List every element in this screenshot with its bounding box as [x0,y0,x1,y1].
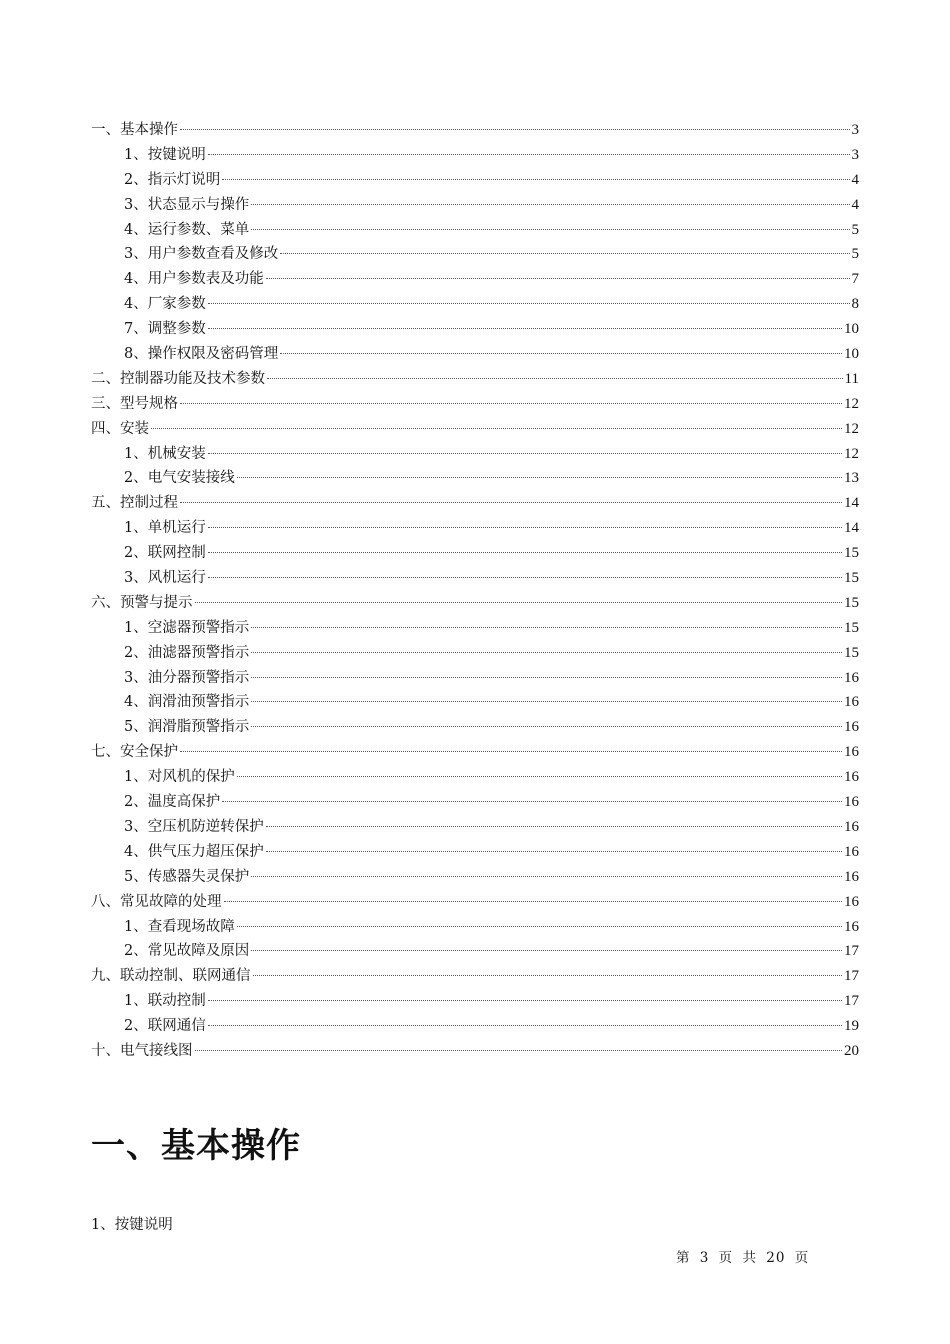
toc-entry-page-number: 3 [851,122,859,138]
toc-entry-title: 九、联动控制、联网通信 [91,968,251,985]
toc-entry[interactable] [91,392,859,417]
toc-entry-title: 一、基本操作 [91,122,178,138]
toc-entry-page-number: 16 [844,744,859,761]
toc-entry-title: 七、安全保护 [91,744,178,761]
toc-entry-page-number: 12 [844,395,859,412]
toc-dot-leader [251,726,842,727]
toc-entry-page-number: 17 [844,993,859,1010]
toc-entry-title: 3、风机运行 [124,570,206,587]
toc-entry-page-number: 5 [851,246,859,263]
toc-entry[interactable] [91,442,859,467]
toc-dot-leader [237,776,842,777]
toc-entry-title: 四、安装 [91,420,149,437]
toc-entry-title: 5、传感器失灵保护 [124,868,250,885]
toc-entry[interactable] [91,541,859,566]
toc-entry-page-number: 15 [844,644,859,661]
toc-entry-title: 2、温度高保护 [124,794,221,811]
toc-dot-leader [208,1000,842,1001]
toc-entry-title: 3、油分器预警指示 [124,669,250,686]
toc-dot-leader [237,477,842,478]
toc-entry-page-number: 17 [844,968,859,985]
toc-entry[interactable] [91,118,859,143]
toc-dot-leader [222,801,842,802]
toc-entry[interactable] [91,690,859,715]
toc-entry[interactable] [91,840,859,865]
subsection-heading: 1、按键说明 [91,1217,173,1233]
toc-dot-leader [208,154,850,155]
toc-dot-leader [208,328,842,329]
toc-entry[interactable] [91,989,859,1014]
toc-entry-page-number: 4 [851,196,859,213]
toc-entry-page-number: 5 [851,221,859,238]
toc-dot-leader [267,378,843,379]
toc-entry[interactable] [91,466,859,491]
toc-entry-page-number: 16 [844,669,859,686]
toc-entry-page-number: 16 [844,794,859,811]
toc-dot-leader [208,527,842,528]
toc-entry-title: 1、机械安装 [124,445,206,462]
toc-entry-title: 4、用户参数表及功能 [124,271,264,288]
toc-entry-page-number: 15 [844,545,859,562]
toc-entry-page-number: 16 [844,719,859,736]
toc-dot-leader [195,602,843,603]
toc-dot-leader [151,428,842,429]
toc-entry-page-number: 8 [851,296,859,313]
toc-entry-page-number: 14 [844,520,859,537]
toc-entry-title: 7、调整参数 [124,321,206,338]
toc-entry[interactable] [91,865,859,890]
toc-entry-title: 2、联网控制 [124,545,206,562]
toc-entry[interactable] [91,516,859,541]
toc-entry[interactable] [91,1039,859,1064]
toc-entry[interactable] [91,915,859,940]
toc-entry[interactable] [91,939,859,964]
toc-entry-title: 3、状态显示与操作 [124,196,250,213]
toc-dot-leader [266,826,842,827]
toc-entry-page-number: 7 [851,271,859,288]
toc-entry-page-number: 20 [844,1042,859,1059]
toc-entry-page-number: 3 [851,146,859,163]
table-of-contents [91,118,859,1064]
toc-entry-page-number: 12 [844,420,859,437]
toc-dot-leader [208,1025,842,1026]
toc-dot-leader [251,627,842,628]
toc-entry-page-number: 4 [851,171,859,188]
toc-dot-leader [208,453,842,454]
toc-entry-title: 二、控制器功能及技术参数 [91,370,265,387]
toc-dot-leader [280,253,849,254]
toc-entry[interactable] [91,964,859,989]
toc-entry-page-number: 11 [844,370,859,387]
toc-entry-title: 三、型号规格 [91,395,178,412]
toc-entry[interactable] [91,715,859,740]
toc-entry[interactable] [91,890,859,915]
toc-dot-leader [251,229,849,230]
toc-entry-page-number: 15 [844,594,859,611]
toc-entry[interactable] [91,666,859,691]
toc-entry-page-number: 14 [844,495,859,512]
toc-entry[interactable] [91,491,859,516]
toc-dot-leader [251,701,842,702]
toc-entry-title: 1、按键说明 [124,146,206,163]
section-heading: 一、基本操作 [91,1126,301,1166]
toc-dot-leader [180,403,842,404]
toc-entry-page-number: 13 [844,470,859,487]
toc-entry-title: 4、厂家参数 [124,296,206,313]
toc-dot-leader [266,851,842,852]
toc-dot-leader [180,129,850,130]
toc-entry-title: 2、常见故障及原因 [124,943,250,960]
toc-entry-page-number: 16 [844,868,859,885]
toc-entry-title: 2、电气安装接线 [124,470,235,487]
toc-entry[interactable] [91,641,859,666]
toc-dot-leader [208,577,842,578]
toc-dot-leader [208,303,850,304]
toc-dot-leader [237,926,842,927]
toc-entry-title: 八、常见故障的处理 [91,893,222,910]
toc-entry-page-number: 16 [844,918,859,935]
toc-entry-title: 2、指示灯说明 [124,171,221,188]
toc-entry[interactable] [91,342,859,367]
toc-entry-title: 1、单机运行 [124,520,206,537]
toc-dot-leader [251,204,849,205]
toc-entry-page-number: 16 [844,843,859,860]
toc-entry-title: 2、联网通信 [124,1018,206,1035]
toc-entry-title: 1、查看现场故障 [124,918,235,935]
page-footer: 第 3 页 共 20 页 [676,1250,810,1266]
toc-entry[interactable] [91,218,859,243]
toc-entry-page-number: 10 [844,321,859,338]
toc-entry-page-number: 19 [844,1018,859,1035]
toc-dot-leader [222,179,849,180]
toc-entry[interactable] [91,168,859,193]
toc-entry-title: 3、空压机防逆转保护 [124,818,264,835]
toc-entry-page-number: 15 [844,619,859,636]
toc-dot-leader [251,950,842,951]
toc-entry[interactable] [91,1014,859,1039]
toc-dot-leader [253,975,843,976]
toc-dot-leader [208,552,842,553]
toc-entry-page-number: 16 [844,769,859,786]
toc-entry-title: 1、对风机的保护 [124,769,235,786]
toc-entry[interactable] [91,367,859,392]
toc-entry-title: 1、空滤器预警指示 [124,619,250,636]
toc-entry-title: 1、联动控制 [124,993,206,1010]
toc-dot-leader [180,751,842,752]
toc-entry-title: 4、润滑油预警指示 [124,694,250,711]
toc-entry-title: 2、油滤器预警指示 [124,644,250,661]
toc-entry[interactable] [91,317,859,342]
toc-entry[interactable] [91,267,859,292]
toc-entry[interactable] [91,143,859,168]
toc-dot-leader [266,278,850,279]
toc-entry[interactable] [91,765,859,790]
toc-dot-leader [251,677,842,678]
toc-entry[interactable] [91,790,859,815]
toc-dot-leader [251,652,842,653]
toc-dot-leader [280,353,842,354]
toc-entry[interactable] [91,815,859,840]
toc-entry[interactable] [91,193,859,218]
toc-entry-title: 4、运行参数、菜单 [124,221,250,238]
toc-entry-page-number: 12 [844,445,859,462]
toc-entry-title: 六、预警与提示 [91,594,193,611]
toc-entry-title: 五、控制过程 [91,495,178,512]
toc-entry-title: 十、电气接线图 [91,1042,193,1059]
toc-entry[interactable] [91,566,859,591]
toc-entry[interactable] [91,616,859,641]
toc-entry-page-number: 17 [844,943,859,960]
toc-entry-title: 5、润滑脂预警指示 [124,719,250,736]
toc-dot-leader [180,502,842,503]
toc-entry[interactable] [91,417,859,442]
toc-entry-page-number: 15 [844,570,859,587]
toc-entry-title: 4、供气压力超压保护 [124,843,264,860]
toc-entry[interactable] [91,591,859,616]
toc-entry[interactable] [91,292,859,317]
toc-entry-page-number: 16 [844,694,859,711]
toc-entry-title: 3、用户参数查看及修改 [124,246,279,263]
toc-entry[interactable] [91,740,859,765]
toc-entry-page-number: 16 [844,893,859,910]
toc-entry-title: 8、操作权限及密码管理 [124,346,279,363]
toc-entry[interactable] [91,242,859,267]
toc-entry-page-number: 16 [844,818,859,835]
toc-entry-page-number: 10 [844,346,859,363]
toc-dot-leader [251,876,842,877]
toc-dot-leader [224,901,843,902]
toc-dot-leader [195,1050,843,1051]
